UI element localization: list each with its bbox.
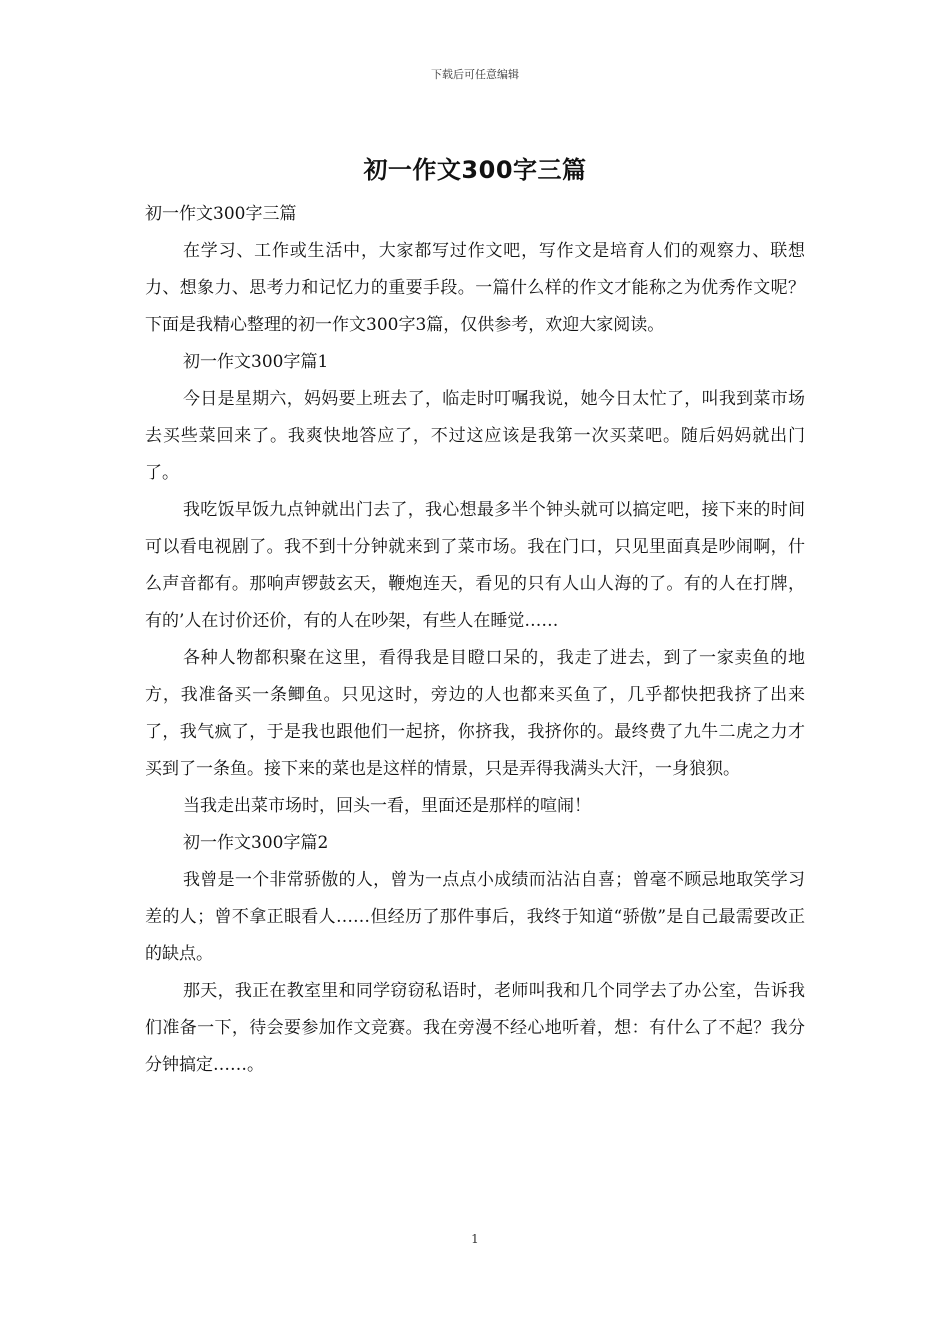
page-header-note: 下载后可任意编辑	[431, 68, 519, 81]
body-paragraph: 那天，我正在教室里和同学窃窃私语时，老师叫我和几个同学去了办公室，告诉我们准备一下，待会要参加作文竞赛。我在旁漫不经心地听着，想：有什么了不起？我分分钟搞定……。	[145, 981, 805, 1075]
body-paragraph: 我吃饭早饭九点钟就出门去了，我心想最多半个钟头就可以搞定吧，接下来的时间可以看电视剧了。我不到十分钟就来到了菜市场。我在门口，只见里面真是吵闹啊，什么声音都有。那响声锣鼓玄天，鞭炮连天，看见的只有人山人海的了。有的人在打牌，有的’人在讨价还价，有的人在吵架，有些人在睡觉……	[145, 500, 805, 631]
body-paragraph: 当我走出菜市场时，回头一看，里面还是那样的喧闹！	[183, 796, 591, 816]
section-heading-2: 初一作文300字篇2	[183, 833, 329, 853]
document-body	[145, 196, 805, 1084]
intro-paragraph: 在学习、工作或生活中，大家都写过作文吧，写作文是培育人们的观察力、联想力、想象力、思考力和记忆力的重要手段。一篇什么样的作文才能称之为优秀作文呢？下面是我精心整理的初一作文300字3篇，仅供参考，欢迎大家阅读。	[145, 241, 805, 335]
subtitle-paragraph: 初一作文300字三篇	[145, 204, 297, 224]
body-paragraph: 我曾是一个非常骄傲的人，曾为一点点小成绩而沾沾自喜；曾毫不顾忌地取笑学习差的人；曾不拿正眼看人……但经历了那件事后，我终于知道“骄傲”是自己最需要改正的缺点。	[145, 870, 805, 964]
body-paragraph: 今日是星期六，妈妈要上班去了，临走时叮嘱我说，她今日太忙了，叫我到菜市场去买些菜回来了。我爽快地答应了，不过这应该是我第一次买菜吧。随后妈妈就出门了。	[145, 389, 805, 483]
body-paragraph: 各种人物都积聚在这里，看得我是目瞪口呆的，我走了进去，到了一家卖鱼的地方，我准备买一条鲫鱼。只见这时，旁边的人也都来买鱼了，几乎都快把我挤了出来了，我气疯了，于是我也跟他们一起挤，你挤我，我挤你的。最终费了九牛二虎之力才买到了一条鱼。接下来的菜也是这样的情景，只是弄得我满头大汗，一身狼狈。	[145, 648, 805, 779]
section-heading-1: 初一作文300字篇1	[183, 352, 329, 372]
page-number: 1	[471, 1232, 479, 1246]
document-title: 初一作文300字三篇	[363, 156, 587, 184]
